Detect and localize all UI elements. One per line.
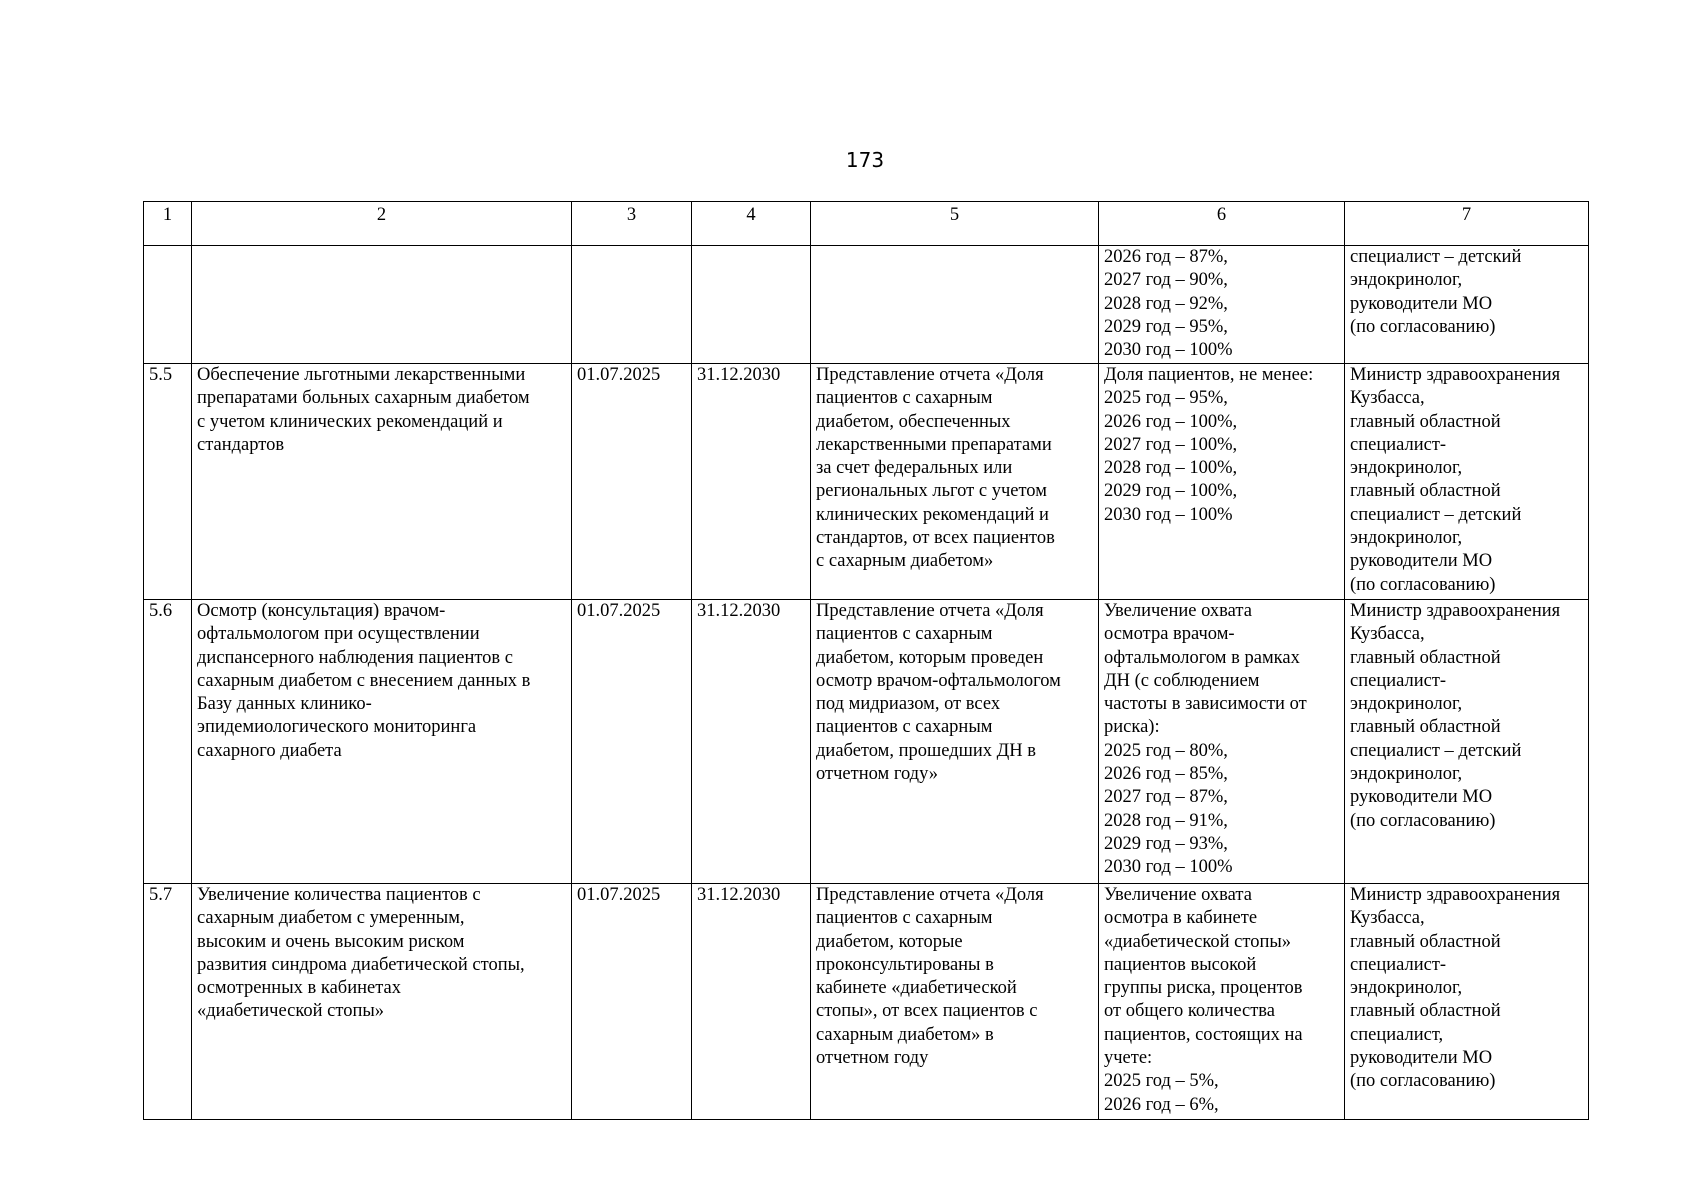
cell-line: сахарным диабетом» в: [816, 1024, 994, 1045]
column-header-5: 5: [811, 202, 1099, 246]
cell-line: главный областной: [1350, 411, 1501, 432]
cell-text: 31.12.2030: [697, 365, 781, 385]
indicator-cell: [1099, 600, 1345, 884]
cell-line: осмотра в кабинете: [1104, 908, 1258, 929]
cell-line: осмотренных в кабинетах: [197, 978, 401, 999]
cell-line: отчетном году»: [816, 764, 939, 785]
report-cell: [811, 600, 1099, 884]
cell-text: 01.07.2025: [577, 365, 661, 385]
row-number: [144, 884, 192, 1120]
cell-line: эндокринолог,: [1350, 978, 1463, 999]
end-date-cell: [692, 246, 811, 364]
cell-line: осмотра врачом-: [1104, 624, 1235, 645]
column-header-4: 4: [692, 202, 811, 246]
cell-line: стандартов: [197, 434, 285, 455]
cell-line: 2030 год – 100%: [1104, 504, 1233, 525]
responsible-cell: [1345, 600, 1589, 884]
cell-line: 2030 год – 100%: [1104, 857, 1233, 878]
cell-line: «диабетической стопы»: [197, 1001, 385, 1022]
cell-line: пациентов, состоящих на: [1104, 1024, 1303, 1045]
cell-line: специалист – детский: [1350, 247, 1522, 267]
cell-line: главный областной: [1350, 717, 1501, 738]
cell-line: специалист-: [1350, 434, 1447, 455]
cell-line: 2025 год – 5%,: [1104, 1071, 1219, 1092]
cell-line: клинических рекомендаций и: [816, 504, 1049, 525]
cell-line: пациентов с сахарным: [816, 717, 993, 738]
column-header-7: 7: [1345, 202, 1589, 246]
cell-line: (по согласованию): [1350, 810, 1496, 831]
responsible-cell: [1345, 246, 1589, 364]
cell-line: 2026 год – 87%,: [1104, 247, 1228, 267]
activity-cell: [192, 600, 572, 884]
cell-text: 5.6: [149, 601, 173, 621]
cell-line: 2029 год – 95%,: [1104, 316, 1228, 337]
cell-line: специалист – детский: [1350, 504, 1522, 525]
cell-line: главный областной: [1350, 931, 1501, 952]
cell-line: под мидриазом, от всех: [816, 694, 1001, 715]
row-number: [144, 600, 192, 884]
cell-line: 2030 год – 100%: [1104, 340, 1233, 361]
cell-line: диабетом, которые: [816, 931, 963, 952]
cell-line: 2029 год – 93%,: [1104, 833, 1228, 854]
cell-line: 2028 год – 91%,: [1104, 810, 1228, 831]
cell-line: Министр здравоохранения: [1350, 365, 1561, 385]
header-row: [144, 202, 1589, 246]
cell-line: 2029 год – 100%,: [1104, 481, 1238, 502]
cell-text: 31.12.2030: [697, 601, 781, 621]
cell-line: руководители МО: [1350, 293, 1493, 314]
activity-cell: [192, 884, 572, 1120]
start-date-cell: [572, 884, 692, 1120]
cell-line: эпидемиологического мониторинга: [197, 717, 477, 738]
cell-line: эндокринолог,: [1350, 528, 1463, 549]
cell-line: диспансерного наблюдения пациентов с: [197, 647, 514, 668]
cell-line: кабинете «диабетической: [816, 978, 1017, 999]
indicator-cell: [1099, 364, 1345, 600]
end-date-cell: [692, 364, 811, 600]
indicator-cell: [1099, 884, 1345, 1120]
cell-line: от общего количества: [1104, 1001, 1275, 1022]
cell-line: 2026 год – 100%,: [1104, 411, 1238, 432]
cell-line: «диабетической стопы»: [1104, 931, 1292, 952]
cell-line: руководители МО: [1350, 551, 1493, 572]
column-header-6: 6: [1099, 202, 1345, 246]
cell-line: главный областной: [1350, 1001, 1501, 1022]
cell-line: Кузбасса,: [1350, 388, 1425, 409]
cell-line: высоким и очень высоким риском: [197, 931, 465, 952]
cell-line: пациентов с сахарным: [816, 624, 993, 645]
activity-cell: [192, 246, 572, 364]
cell-line: диабетом, обеспеченных: [816, 411, 1011, 432]
responsible-cell: [1345, 884, 1589, 1120]
cell-line: пациентов с сахарным: [816, 388, 993, 409]
cell-text: 01.07.2025: [577, 885, 661, 905]
cell-line: офтальмологом при осуществлении: [197, 624, 480, 645]
cell-line: за счет федеральных или: [816, 458, 1013, 479]
cell-line: главный областной: [1350, 481, 1501, 502]
cell-line: развития синдрома диабетической стопы,: [197, 954, 525, 975]
cell-line: сахарным диабетом с умеренным,: [197, 908, 465, 929]
cell-line: риска):: [1104, 717, 1160, 738]
cell-line: Увеличение количества пациентов с: [197, 885, 481, 905]
cell-line: диабетом, которым проведен: [816, 647, 1044, 668]
cell-line: 2028 год – 92%,: [1104, 293, 1228, 314]
cell-line: группы риска, процентов: [1104, 978, 1303, 999]
cell-line: пациентов высокой: [1104, 954, 1257, 975]
cell-line: сахарным диабетом с внесением данных в: [197, 670, 531, 691]
cell-line: препаратами больных сахарным диабетом: [197, 388, 530, 409]
table-row: [144, 884, 1589, 1120]
cell-line: (по согласованию): [1350, 1071, 1496, 1092]
cell-line: осмотр врачом-офтальмологом: [816, 670, 1061, 691]
cell-line: 2027 год – 87%,: [1104, 787, 1228, 808]
cell-line: 2026 год – 85%,: [1104, 764, 1228, 785]
cell-line: региональных льгот с учетом: [816, 481, 1047, 502]
page-number: 173: [845, 148, 885, 172]
plan-table: [143, 201, 1589, 1120]
cell-line: 2026 год – 6%,: [1104, 1094, 1219, 1115]
cell-line: отчетном году: [816, 1048, 929, 1069]
cell-line: сахарного диабета: [197, 740, 342, 761]
cell-line: (по согласованию): [1350, 574, 1496, 595]
cell-line: главный областной: [1350, 647, 1501, 668]
cell-line: Базу данных клинико-: [197, 694, 372, 715]
cell-line: Увеличение охвата: [1104, 885, 1252, 905]
report-cell: [811, 246, 1099, 364]
cell-line: Осмотр (консультация) врачом-: [197, 601, 446, 621]
cell-line: стандартов, от всех пациентов: [816, 528, 1055, 549]
cell-line: проконсультированы в: [816, 954, 994, 975]
cell-line: 2025 год – 80%,: [1104, 740, 1228, 761]
cell-line: частоты в зависимости от: [1104, 694, 1307, 715]
column-header-3: 3: [572, 202, 692, 246]
cell-line: пациентов с сахарным: [816, 908, 993, 929]
cell-line: стопы», от всех пациентов с: [816, 1001, 1038, 1022]
cell-line: Кузбасса,: [1350, 908, 1425, 929]
end-date-cell: [692, 600, 811, 884]
cell-line: эндокринолог,: [1350, 458, 1463, 479]
cell-line: эндокринолог,: [1350, 694, 1463, 715]
cell-line: специалист-: [1350, 954, 1447, 975]
row-number: [144, 364, 192, 600]
cell-line: (по согласованию): [1350, 316, 1496, 337]
table-row: [144, 364, 1589, 600]
cell-line: 2027 год – 100%,: [1104, 434, 1238, 455]
cell-line: с учетом клинических рекомендаций и: [197, 411, 503, 432]
cell-line: лекарственными препаратами: [816, 434, 1052, 455]
cell-line: офтальмологом в рамках: [1104, 647, 1300, 668]
indicator-cell: [1099, 246, 1345, 364]
cell-line: эндокринолог,: [1350, 270, 1463, 291]
column-header-2: 2: [192, 202, 572, 246]
cell-line: 2028 год – 100%,: [1104, 458, 1238, 479]
cell-line: Министр здравоохранения: [1350, 885, 1561, 905]
responsible-cell: [1345, 364, 1589, 600]
row-number: [144, 246, 192, 364]
cell-text: 5.5: [149, 365, 173, 385]
cell-line: Обеспечение льготными лекарственными: [197, 365, 526, 385]
cell-line: с сахарным диабетом»: [816, 551, 994, 572]
activity-cell: [192, 364, 572, 600]
cell-line: эндокринолог,: [1350, 764, 1463, 785]
cell-line: специалист – детский: [1350, 740, 1522, 761]
start-date-cell: [572, 246, 692, 364]
table-row: [144, 246, 1589, 364]
cell-line: 2027 год – 90%,: [1104, 270, 1228, 291]
column-header-1: 1: [144, 202, 192, 246]
start-date-cell: [572, 364, 692, 600]
report-cell: [811, 364, 1099, 600]
cell-line: специалист-: [1350, 670, 1447, 691]
cell-text: 5.7: [149, 885, 173, 905]
cell-line: Представление отчета «Доля: [816, 365, 1044, 385]
report-cell: [811, 884, 1099, 1120]
cell-line: Министр здравоохранения: [1350, 601, 1561, 621]
start-date-cell: [572, 600, 692, 884]
cell-text: 01.07.2025: [577, 601, 661, 621]
cell-line: Представление отчета «Доля: [816, 601, 1044, 621]
cell-line: 2025 год – 95%,: [1104, 388, 1228, 409]
cell-line: ДН (с соблюдением: [1104, 670, 1260, 691]
cell-line: учете:: [1104, 1048, 1153, 1069]
cell-line: Доля пациентов, не менее:: [1104, 365, 1314, 385]
cell-line: Представление отчета «Доля: [816, 885, 1044, 905]
cell-line: специалист,: [1350, 1024, 1444, 1045]
cell-line: Увеличение охвата: [1104, 601, 1252, 621]
cell-line: диабетом, прошедших ДН в: [816, 740, 1036, 761]
cell-line: Кузбасса,: [1350, 624, 1425, 645]
cell-line: руководители МО: [1350, 787, 1493, 808]
table-row: [144, 600, 1589, 884]
cell-line: руководители МО: [1350, 1048, 1493, 1069]
end-date-cell: [692, 884, 811, 1120]
cell-text: 31.12.2030: [697, 885, 781, 905]
